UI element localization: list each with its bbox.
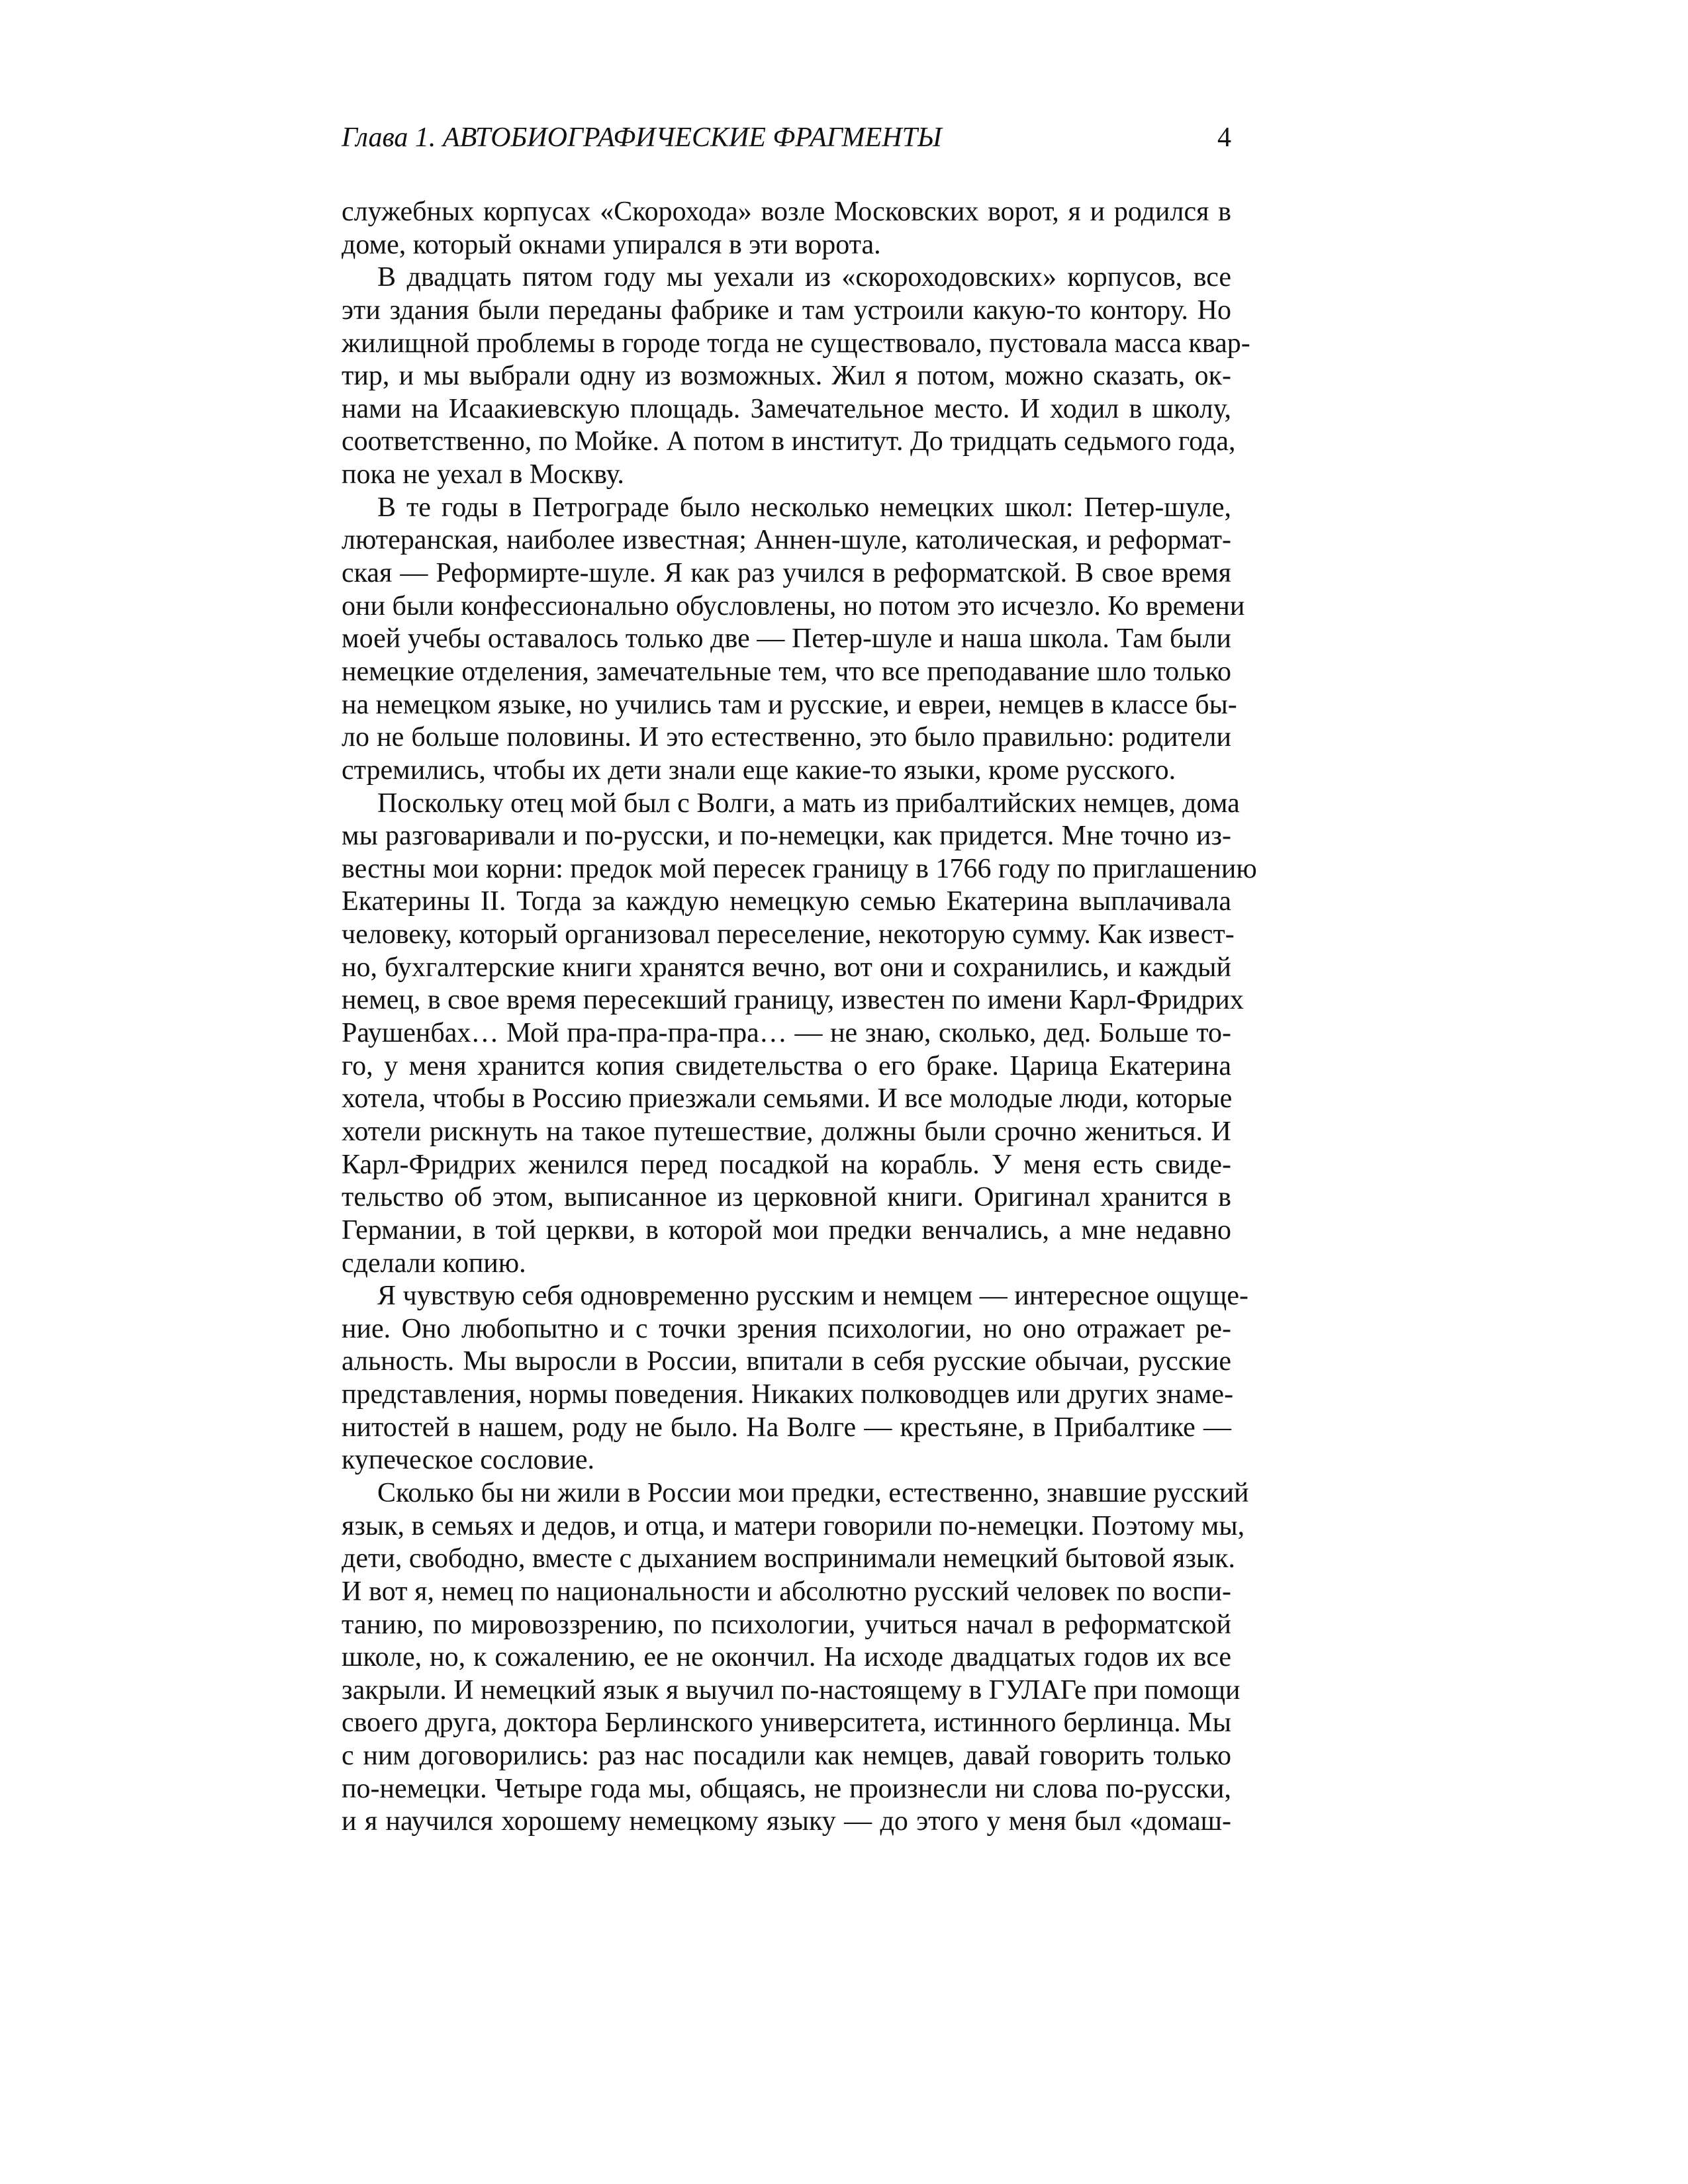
text-line: моей учебы оставалось только две — Петер-шуле и наша школа. Там были — [342, 623, 1231, 655]
text-line: Поскольку отец мой был с Волги, а мать из прибалтийских немцев, дома — [377, 788, 1240, 819]
text-line: и я научился хорошему немецкому языку — до этого у меня был «домаш- — [342, 1806, 1231, 1837]
text-line: дети, свободно, вместе с дыханием воспринимали немецкий бытовой язык. — [342, 1543, 1236, 1574]
text-line: танию, по мировоззрению, по психологии, учиться начал в реформатской — [342, 1609, 1231, 1640]
text-line: доме, который окнами упирался в эти ворота. — [342, 229, 881, 260]
text-line: пока не уехал в Москву. — [342, 459, 624, 490]
running-header — [342, 122, 1231, 159]
text-line: соответственно, по Мойке. А потом в институт. До тридцать седьмого года, — [342, 426, 1236, 457]
text-line: альность. Мы выросли в России, впитали в себя русские обычаи, русские — [342, 1346, 1231, 1377]
text-line: сделали копию. — [342, 1248, 526, 1279]
text-line: представления, нормы поведения. Никаких полководцев или других знаме- — [342, 1379, 1234, 1410]
text-line: стремились, чтобы их дети знали еще какие-то языки, кроме русского. — [342, 754, 1176, 786]
text-line: тир, и мы выбрали одну из возможных. Жил я потом, можно сказать, ок- — [342, 361, 1231, 392]
text-line: Карл-Фридрих женился перед посадкой на корабль. У меня есть свиде- — [342, 1149, 1231, 1180]
text-line: немецкие отделения, замечательные тем, что все преподавание шло только — [342, 656, 1231, 687]
paragraph — [342, 788, 1257, 1281]
text-line: человеку, который организовал переселение, некоторую сумму. Как извест- — [342, 919, 1235, 950]
text-line: нитостей в нашем, роду не было. На Волге — крестьяне, в Прибалтике — — [342, 1412, 1231, 1443]
text-line: го, у меня хранится копия свидетельства о его браке. Царица Екатерина — [342, 1050, 1231, 1081]
text-line: они были конфессионально обусловлены, но потом это исчезло. Ко времени — [342, 590, 1245, 621]
text-line: хотели рискнуть на такое путешествие, должны были срочно жениться. И — [342, 1116, 1231, 1147]
text-line: Германии, в той церкви, в которой мои предки венчались, а мне недавно — [342, 1214, 1231, 1246]
text-line: язык, в семьях и дедов, и отца, и матери говорили по-немецки. Поэтому мы, — [342, 1510, 1245, 1541]
paragraph — [342, 492, 1245, 788]
text-line: с ним договорились: раз нас посадили как немцев, давай говорить только — [342, 1741, 1231, 1772]
text-line: немец, в свое время пересекший границу, известен по имени Карл-Фридрих — [342, 985, 1244, 1016]
text-line: своего друга, доктора Берлинского университета, истинного берлинца. Мы — [342, 1707, 1231, 1739]
paragraph — [342, 196, 1231, 261]
chapter-title: Глава 1. АВТОБИОГРАФИЧЕСКИЕ ФРАГМЕНТЫ — [342, 122, 942, 153]
text-line: эти здания были переданы фабрике и там устроили какую-то контору. Но — [342, 295, 1231, 326]
text-line: В двадцать пятом году мы уехали из «скороходовских» корпусов, все — [377, 262, 1231, 293]
text-line: мы разговаривали и по-русски, и по-немецки, как придется. Мне точно из- — [342, 821, 1231, 852]
text-line: хотела, чтобы в Россию приезжали семьями. И все молодые люди, которые — [342, 1083, 1233, 1115]
text-line: жилищной проблемы в городе тогда не существовало, пустовала масса квар- — [342, 328, 1250, 359]
paragraph — [342, 1280, 1248, 1477]
text-line: нами на Исаакиевскую площадь. Замечательное место. И ходил в школу, — [342, 393, 1231, 424]
text-line: ло не больше половины. И это естественно, это было правильно: родители — [342, 722, 1231, 753]
text-line: Сколько бы ни жили в России мои предки, естественно, знавшие русский — [377, 1477, 1249, 1508]
text-line: купеческое сословие. — [342, 1445, 594, 1476]
paragraph — [342, 1477, 1249, 1839]
text-line: закрыли. И немецкий язык я выучил по-настоящему в ГУЛАГе при помощи — [342, 1674, 1241, 1706]
text-line: ние. Оно любопытно и с точки зрения психологии, но оно отражает ре- — [342, 1313, 1231, 1344]
text-line: школе, но, к сожалению, ее не окончил. На исходе двадцатых годов их все — [342, 1642, 1231, 1673]
paragraph — [342, 261, 1250, 491]
text-line: по-немецки. Четыре года мы, общаясь, не произнесли ни слова по-русски, — [342, 1773, 1231, 1804]
text-line: служебных корпусах «Скорохода» возле Московских ворот, я и родился в — [342, 197, 1231, 227]
text-line: ская — Реформирте-шуле. Я как раз учился в реформатской. В свое время — [342, 558, 1231, 589]
text-line: И вот я, немец по национальности и абсолютно русский человек по воспи- — [342, 1576, 1231, 1607]
page-number: 4 — [1217, 122, 1231, 153]
text-line: лютеранская, наиболее известная; Аннен-шуле, католическая, и реформат- — [342, 525, 1231, 556]
text-line: но, бухгалтерские книги хранятся вечно, вот они и сохранились, и каждый — [342, 952, 1231, 983]
text-line: на немецком языке, но учились там и русские, и евреи, немцев в классе бы- — [342, 689, 1237, 720]
text-line: В те годы в Петрограде было несколько немецких школ: Петер-шуле, — [377, 492, 1231, 523]
text-line: Екатерины II. Тогда за каждую немецкую семью Екатерина выплачивала — [342, 886, 1231, 917]
page-body — [342, 196, 1257, 1839]
text-line: вестны мои корни: предок мой пересек границу в 1766 году по приглашению — [342, 853, 1257, 884]
text-line: Я чувствую себя одновременно русским и немцем — интересное ощуще- — [377, 1281, 1248, 1312]
text-line: Раушенбах… Мой пра-пра-пра-пра… — не знаю, сколько, дед. Больше то- — [342, 1018, 1231, 1049]
text-line: тельство об этом, выписанное из церковной книги. Оригинал хранится в — [342, 1182, 1231, 1213]
